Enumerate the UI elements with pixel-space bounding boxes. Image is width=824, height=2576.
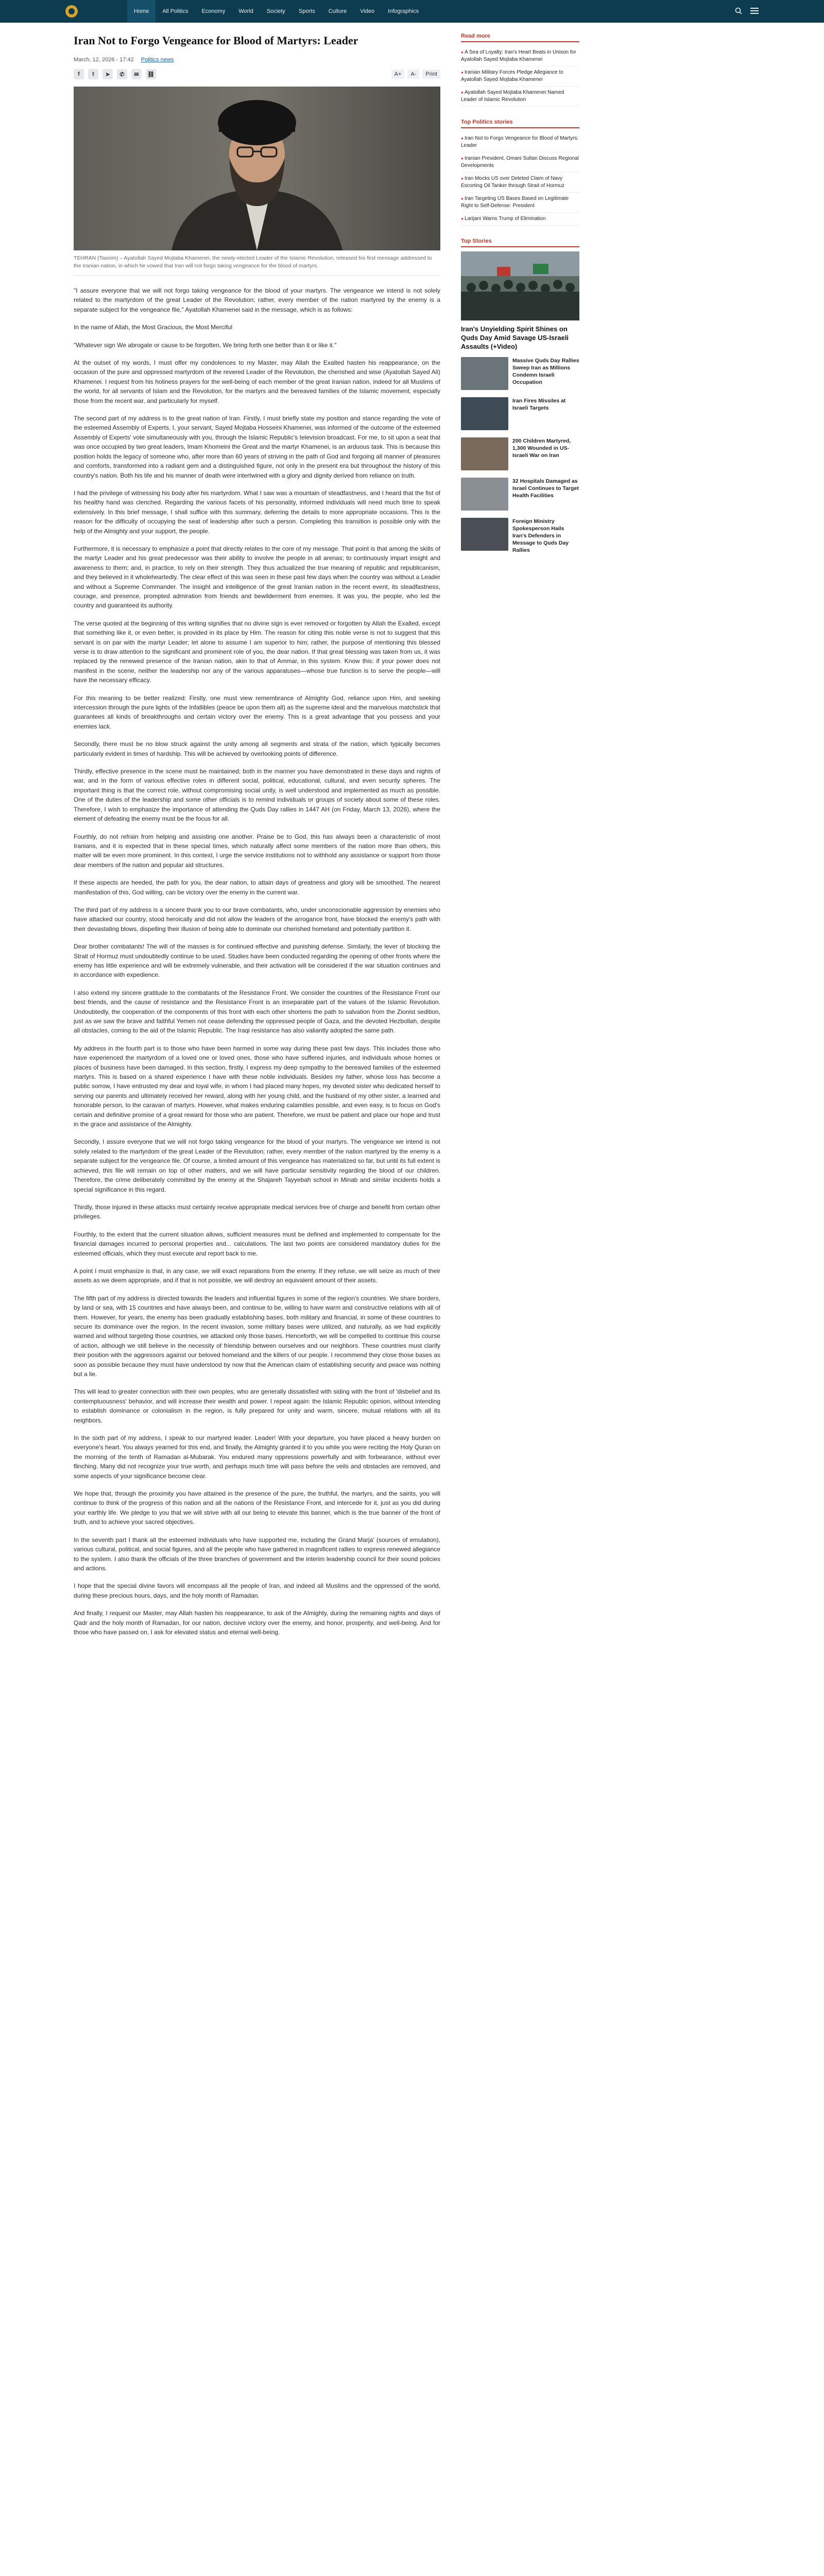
- story-title: 200 Children Martyred, 1,300 Wounded in US-Israeli War on Iran: [512, 438, 571, 459]
- nav-item-culture[interactable]: Culture: [328, 8, 347, 14]
- font-tools: [391, 70, 440, 79]
- site-logo[interactable]: [65, 5, 127, 18]
- twitter-share-icon[interactable]: t: [88, 69, 98, 79]
- read-more-heading: Read more: [461, 33, 579, 42]
- top-story-item[interactable]: [461, 397, 579, 430]
- article-paragraph: A point I must emphasize is that, in any case, we will exact reparations from the enemy. If they refuse, we will seize as much of their assets as we deem appropriate, and if that is not possible, we will destroy an equivalent amount of their assets.: [74, 1267, 440, 1284]
- nav-item-video[interactable]: Video: [360, 8, 375, 14]
- article-paragraph: "I assure everyone that we will not forgo taking vengeance for the blood of your martyrs. The vengeance we intend is not solely related to the martyrdom of the great Leader of the Revolution; rather, every member of the nation martyred by the enemy is a separate subject for the vengeance file," Ayatollah Khamenei said in the message, which is as follows:: [74, 287, 440, 313]
- story-thumbnail: [461, 437, 508, 470]
- article-paragraph: The third part of my address is a sincere thank you to our brave combatants, who, under unconscionable aggression by enemies who have attacked our country, stood heroically and did not allow the leaders of the arrogance front, have blocked the enemy's path with their devastating blows, dispelling their illusion of being able to dominate our cherished homeland and potentially partition it.: [74, 906, 440, 933]
- whatsapp-share-icon[interactable]: ✆: [117, 69, 127, 79]
- tasnim-logo-icon: [65, 5, 78, 18]
- top-politics-link[interactable]: ● Iran Not to Forgo Vengeance for Blood of Martyrs: Leader: [461, 132, 579, 152]
- sidebar: [461, 33, 579, 566]
- top-politics-link[interactable]: ● Iranian President, Omani Sultan Discuss Regional Developments: [461, 152, 579, 173]
- top-story-item[interactable]: [461, 437, 579, 470]
- article-paragraph: Thirdly, effective presence in the scene must be maintained; both in the manner you have demonstrated in these days and nights of war, and in the form of various effective roles in different social, political, educational, cultural, and even security spheres. The important thing is that the correct role, without compromising social unity, is well understood and implemented as much as possible. One of the duties of the leadership and some other officials is to remind individuals or groups of society about some of these roles. Therefore, I wish to emphasize the importance of attending the Quds Day rallies in 1447 AH (on Friday, March 13, 2026), where the element of defeating the enemy must be the focus for all.: [74, 768, 440, 823]
- print-button[interactable]: Print: [422, 70, 440, 79]
- top-story-item[interactable]: [461, 478, 579, 511]
- portrait-illustration: [74, 87, 440, 250]
- story-thumbnail: [461, 518, 508, 551]
- telegram-share-icon[interactable]: ➤: [102, 69, 113, 79]
- story-title: Foreign Ministry Spokesperson Hails Iran's Defenders in Message to Quds Day Rallies: [512, 518, 569, 553]
- nav-item-sports[interactable]: Sports: [298, 8, 315, 14]
- article-paragraph: At the outset of my words, I must offer my condolences to my Master, may Allah the Exalted hasten his reappearance, on the occasion of the pure and oppressed martyrdom of the revered Leader of the Revolution, the cherished and wise (Ayatollah Sayed Ali) Khamenei. I request from his holiness prayers for the well-being of each member of the great Iranian nation, indeed for all Muslims of the world, for all servants of Islam and the Revolution, for the martyrs and the bereaved families of the Islamic movement, especially those from the recent war, and particularly for myself.: [74, 359, 440, 404]
- article-paragraph: Fourthly, do not refrain from helping and assisting one another. Praise be to God, this has always been a characteristic of most Iranians, and it is expected that in these special times, which naturally affect some members of the nation more than others, this matter will be even more prominent. In this context, I urge the service institutions not to withhold any assistance or support from those dear members of the nation and popular aid structures.: [74, 833, 440, 869]
- font-decrease-button[interactable]: A-: [407, 70, 419, 79]
- article-paragraph: "Whatever sign We abrogate or cause to be forgotten, We bring forth one better than it or like it.": [74, 341, 337, 349]
- font-increase-button[interactable]: A+: [391, 70, 405, 79]
- article: [74, 33, 440, 2576]
- article-paragraph: For this meaning to be better realized: Firstly, one must view remembrance of Almighty God, reliance upon Him, and seeking intercession through the pure lights of the Infallibles (peace be upon them all) as the supreme ideal and the marvelous matchstick that guarantees all kinds of breakthroughs and certain victory over the enemy. This is a great advantage that you possess and your enemies lack.: [74, 694, 440, 730]
- share-toolbar: [74, 69, 440, 79]
- top-politics-link[interactable]: ● Larijani Warns Trump of Elimination: [461, 213, 579, 226]
- article-paragraph: Dear brother combatants! The will of the masses is for continued effective and punishing defense. Similarly, the lever of blocking the Strait of Hormuz must undoubtedly continue to be used. Studies have been conducted regarding the opening of other fronts where the enemy has little experience and will be extremely vulnerable, and their activation will be considered if the war situation continues and in accordance with expedience.: [74, 943, 440, 979]
- nav-item-economy[interactable]: Economy: [201, 8, 226, 14]
- top-story-item[interactable]: [461, 518, 579, 554]
- article-paragraph: If these aspects are heeded, the path for you, the dear nation, to attain days of greatness and glory will be smoothed. The nearest manifestation of this, God willing, can be victory over the enemy in the current war.: [74, 879, 440, 896]
- article-paragraph: Furthermore, it is necessary to emphasize a point that directly relates to the core of my message. That point is that among the skills of the martyr Leader and his great predecessor was their ability to involve the people in all arenas; to continuously impart insight and awareness to them; and, in practice, to rely on their strength. They thus actualized the true meaning of republic and republicanism, and they believed in it wholeheartedly. The clear effect of this was seen in these past few days when the country was without a Leader and without a Supreme Commander. The insight and intelligence of the great Iranian nation in the recent event, its steadfastness, courage, and presence, prompted admiration from friends and bewilderment from enemies. It was you, the people, who led the country and guaranteed its authority.: [74, 545, 440, 609]
- top-navigation-inner: [65, 0, 759, 23]
- story-title: 32 Hospitals Damaged as Israel Continues to Target Health Facilities: [512, 478, 579, 499]
- main-nav: [127, 0, 735, 23]
- article-paragraph: The fifth part of my address is directed towards the leaders and influential figures in some of the region's countries. We share borders, by land or sea, with 15 countries and have always been, and continue to be, willing to have warm and constructive relations with all of them. However, for years, the enemy has been gradually establishing bases, both military and financial, in some of these countries to secure its dominance over the region. In the recent invasion, some military bases were utilized, and naturally, as we had explicitly warned and without targeting those countries, we attacked only those bases. Henceforth, we will be compelled to continue this course of action, although we still believe in the necessity of friendship between ourselves and our neighbors. These countries must clarify their position with the aggressors against our beloved homeland and the killers of our people. I recommend they close those bases as soon as possible because they must have understood by now that the American claim of establishing security and peace was nothing but a lie.: [74, 1294, 440, 1378]
- link-share-icon[interactable]: ⛓: [146, 69, 156, 79]
- article-paragraph: I had the privilege of witnessing his body after his martyrdom. What I saw was a mountain of steadfastness, and I heard that the fist of his healthy hand was clenched. Regarding the various facets of his personality, informed individuals will need much time to speak extensively. In this brief message, I shall suffice with this summary, deferring the details to more appropriate occasions. This is the reason for the difficulty of occupying the seat of leadership after such a person. Completing this transition is possible only with the help of the Almighty and your support, the people.: [74, 489, 440, 535]
- story-title: Massive Quds Day Rallies Sweep Iran as Millions Condemn Israeli Occupation: [512, 358, 579, 385]
- article-paragraph: I also extend my sincere gratitude to the combatants of the Resistance Front. We consider the countries of the Resistance Front our best friends, and the cause of resistance and the Resistance Front is an inseparable part of the values of the Islamic Revolution. Undoubtedly, the cooperation of the components of this front with each other shortens the path to salvation from the Zionist sedition, just as we saw the brave and faithful Yemen not cease defending the oppressed people of Gaza, and the devoted Hezbollah, despite all obstacles, coming to the aid of the Islamic Republic. The Iraqi resistance has also valiantly adopted the same path.: [74, 989, 440, 1035]
- article-paragraph: In the name of Allah, the Most Gracious, the Most Merciful: [74, 324, 233, 331]
- top-politics-link[interactable]: ● Iran Targeting US Bases Based on Legitimate Right to Self-Defense: President: [461, 193, 579, 213]
- article-paragraph: In the seventh part I thank all the esteemed individuals who have supported me, including the Grand Marja' (sources of emulation), various cultural, political, and social figures, and all the people who have gathered in magnificent rallies to express renewed allegiance to the system. I also thank the officials of the three branches of government and the interim leadership council for their sound policies and actions.: [74, 1536, 440, 1572]
- lead-photo: [74, 87, 440, 250]
- read-more-section: [461, 33, 579, 107]
- article-paragraph: In the sixth part of my address, I speak to our martyred leader. Leader! With your departure, you have placed a heavy burden on everyone's heart. You always yearned for this end, and finally, the Almighty granted it to you while you were reciting the Holy Quran on the morning of the tenth of Ramadan al-Mubarak. You endured many oppressions powerfully and with forbearance, without ever flinching. Many did not recognize your true worth, and perhaps much time will pass before the veils and obstacles are removed, and some aspects of your significance become clear.: [74, 1434, 440, 1480]
- article-paragraph: Secondly, there must be no blow struck against the unity among all segments and strata of the nation, which typically becomes particularly evident in times of hardship. This will be achieved by overlooking points of difference.: [74, 740, 440, 757]
- nav-tools: [735, 7, 759, 16]
- category-link[interactable]: Politics news: [141, 57, 174, 63]
- nav-item-world[interactable]: World: [238, 8, 253, 14]
- article-paragraph: I hope that the special divine favors will encompass all the people of Iran, and indeed all Muslims and the oppressed of the world, during these precious hours, days, and the holy month of Ramadan.: [74, 1582, 440, 1599]
- article-paragraph: My address in the fourth part is to those who have been harmed in some way during these past few days. This includes those who have experienced the martyrdom of a loved one or loved ones, those who have suffered injuries, and individuals whose homes or places of business have been damaged. In this section, firstly, I express my deep sympathy to the bereaved families of the esteemed martyrs. This is based on a shared experience I have with these noble individuals. Besides my father, whose loss has become a public sorrow, I have entrusted my dear and loyal wife, in whom I had placed many hopes, my devoted sister who dedicated herself to serving our parents and ultimately received her reward, along with her young child, and the husband of my other sister, a learned and honorable person, to the caravan of martyrs. However, what makes enduring calamities possible, and even easy, is to focus on God's certain and definitive promise of a great reward for those who are patient. Therefore, we must be patient and place our hope and trust in the grace and assistance of the Almighty.: [74, 1044, 440, 1128]
- article-paragraph: This will lead to greater connection with their own peoples, who are generally dissatisfied with siding with the front of 'disbelief and its contemptuousness' behavior, and will increase their wealth and power. I repeat again: the Islamic Republic opinion, without intending to establish dominance or colonialism in the region, is fully prepared for unity and warm, sincere, mutual relations with all its neighbors.: [74, 1388, 440, 1424]
- article-paragraph: We hope that, through the proximity you have attained in the presence of the pure, the truthful, the martyrs, and the saints, you will continue to think of the progress of this nation and all the nations of the Resistance Front, and intercede for it, just as you did during your earthly life. We pledge to you that we will strive with all our being to elevate this banner, which is the true banner of the front of truth, and to achieve your sacred objectives.: [74, 1490, 440, 1526]
- search-icon[interactable]: [735, 7, 742, 16]
- top-story-item[interactable]: [461, 357, 579, 390]
- article-meta: [74, 57, 440, 63]
- story-thumbnail: [461, 397, 508, 430]
- article-title: Iran Not to Forgo Vengeance for Blood of Martyrs: Leader: [74, 34, 358, 47]
- top-story-feature-image[interactable]: [461, 251, 579, 320]
- story-thumbnail: [461, 357, 508, 390]
- article-paragraph: Secondly, I assure everyone that we will not forgo taking vengeance for the blood of your martyrs. The vengeance we intend is not solely related to the martyrdom of the great Leader of the Revolution; rather, every member of the nation martyred by the enemy is a separate subject for the vengeance file. Of course, a limited amount of this vengeance has materialized so far, but until its full extent is achieved, this file will remain on top of other matters, and we will have particular sensitivity regarding the blood of our children. Therefore, the crime deliberately committed by the enemy at the Shajareh Tayyebah school in Minab and similar incidents holds a special significance in this regard.: [74, 1138, 440, 1193]
- top-navigation-bar: [0, 0, 824, 23]
- top-politics-section: [461, 119, 579, 226]
- email-share-icon[interactable]: ✉: [131, 69, 142, 79]
- story-thumbnail: [461, 478, 508, 511]
- article-paragraph: Fourthly, to the extent that the current situation allows, sufficient measures must be defined and implemented to compensate for the financial damages incurred to personal properties and... calculations. The last two points are considered mandatory duties for the esteemed officials, which they must execute and report back to me.: [74, 1230, 440, 1257]
- article-body: [74, 286, 440, 1637]
- facebook-share-icon[interactable]: f: [74, 69, 84, 79]
- article-paragraph: The second part of my address is to the great nation of Iran. Firstly, I must briefly state my position and stance regarding the vote of the esteemed Assembly of Experts. I, your servant, Sayed Mojtaba Hosseini Khamenei, was informed of the outcome of the esteemed Assembly of Experts' vote simultaneously with you, through the Islamic Republic's television broadcast. For me, to sit upon a seat that was once occupied by two great leaders, Imam Khomeini the Great and the martyr Khamenei, is an arduous task. This is because this position holds the legacy of someone who, after more than 60 years of striving in the path of God and forgoing all manner of pleasures and comforts, transformed into a radiant gem and a distinguished figure, not only in the present era but throughout the history of this country's nation. Both his life and his manner of death were intertwined with a glory and dignity derived from reliance on truth.: [74, 415, 440, 479]
- nav-item-society[interactable]: Society: [266, 8, 285, 14]
- read-more-link[interactable]: ● Ayatollah Sayed Mojtaba Khamenei Named Leader of Islamic Revolution: [461, 87, 579, 107]
- top-stories-section: [461, 238, 579, 554]
- read-more-link[interactable]: ● Iranian Military Forces Pledge Allegiance to Ayatollah Sayed Mojtaba Khamenei: [461, 66, 579, 87]
- read-more-link[interactable]: ● A Sea of Loyalty: Iran's Heart Beats in Unison for Ayatollah Sayed Mojtaba Khamenei: [461, 46, 579, 66]
- story-title: Iran Fires Missiles at Israeli Targets: [512, 398, 566, 411]
- top-politics-heading: Top Politics stories: [461, 119, 579, 128]
- nav-item-politics[interactable]: All Politics: [162, 8, 188, 14]
- article-paragraph: The verse quoted at the beginning of this writing signifies that no divine sign is ever removed or forgotten by Allah the Exalted, except that something like it, or even better, is provided in its place by Him. The reason for citing this noble verse is not to suggest that this servant is on par with the martyr Leader; let alone to assume I am superior to him; rather, the purpose of mentioning this blessed verse is to draw attention to the significant and prominent role of you, the dear nation. If that great blessing was taken from us, it was replaced by the renewed presence of the Iranian nation, akin to that of Ammar, in this system. Know this: if your power does not manifest in the scene, neither the leadership nor any of the various apparatuses—whose true function is to serve the people—will have the necessary efficacy.: [74, 619, 440, 684]
- article-paragraph: Thirdly, those injured in these attacks must certainly receive appropriate medical services free of charge and benefit from certain other privileges.: [74, 1203, 440, 1221]
- photo-caption: TEHRAN (Tasnim) – Ayatollah Sayed Mojtaba Khamenei, the newly-elected Leader of the Islamic Revolution, released his first message addressed to the Iranian nation, in which he vowed that Iran will not forgo taking vengeance for the blood of martyrs.: [74, 255, 440, 276]
- top-story-feature-title[interactable]: Iran's Unyielding Spirit Shines on Quds Day Amid Savage US-Israeli Assaults (+Video): [461, 325, 569, 350]
- menu-icon[interactable]: [750, 8, 759, 15]
- top-politics-link[interactable]: ● Iran Mocks US over Deleted Claim of Navy Escorting Oil Tanker through Strait of Hormuz: [461, 173, 579, 193]
- nav-item-home[interactable]: Home: [127, 0, 156, 23]
- top-stories-heading: Top Stories: [461, 238, 579, 247]
- nav-item-infographics[interactable]: Infographics: [388, 8, 419, 14]
- publish-date: March, 12, 2026 - 17:42: [74, 57, 134, 63]
- article-paragraph: And finally, I request our Master, may Allah hasten his reappearance, to ask of the Almighty, during the remaining nights and days of Qadr and the holy month of Ramadan, for our nation, decisive victory over the enemy, and honor, prosperity, and well-being. And for those who have passed on, I ask for elevated status and eternal well-being.: [74, 1609, 440, 1636]
